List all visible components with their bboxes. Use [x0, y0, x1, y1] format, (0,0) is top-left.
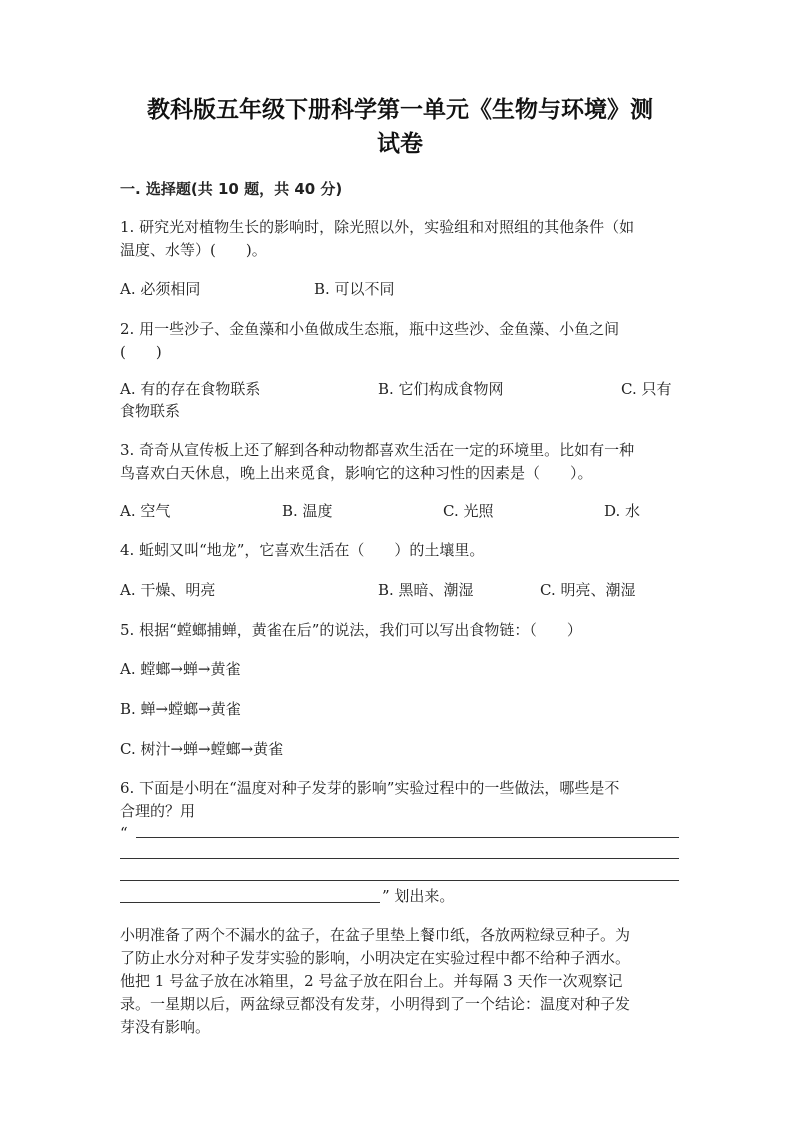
question-3-stem [120, 439, 680, 485]
question-3-line-2: 鸟喜欢白天休息，晚上出来觅食，影响它的这种习性的因素是（ ）。 [120, 464, 593, 482]
answer-line-4[interactable] [120, 902, 380, 903]
answer-close-text: ” 划出来。 [382, 887, 455, 905]
question-6-line-1: 6. 下面是小明在“温度对种子发芽的影响”实验过程中的一些做法，哪些是不 [120, 779, 620, 797]
answer-line-1[interactable] [136, 837, 679, 838]
question-5-option-b[interactable]: B. 蝉→螳螂→黄雀 [120, 700, 241, 718]
passage-line-3: 他把 1 号盆子放在冰箱里，2 号盆子放在阳台上。并每隔 3 天作一次观察记 [120, 972, 623, 990]
question-3-option-c[interactable]: C. 光照 [443, 502, 494, 520]
passage-line-1: 小明准备了两个不漏水的盆子，在盆子里垫上餐巾纸，各放两粒绿豆种子。为 [120, 926, 631, 944]
question-5-option-c[interactable]: C. 树汁→蝉→螳螂→黄雀 [120, 740, 284, 758]
passage-line-4: 录。一星期以后，两盆绿豆都没有发芽，小明得到了一个结论：温度对种子发 [120, 995, 631, 1013]
passage-line-5: 芽没有影响。 [120, 1018, 211, 1036]
question-2-option-c[interactable]: C. 只有 [621, 380, 672, 398]
section-heading: 一. 选择题(共 10 题，共 40 分) [120, 180, 343, 198]
question-3-option-d[interactable]: D. 水 [604, 502, 641, 520]
answer-line-2[interactable] [120, 858, 679, 859]
question-1-option-a[interactable]: A. 必须相同 [120, 280, 201, 298]
answer-open-quote: “ [120, 824, 128, 842]
question-2-option-a[interactable]: A. 有的存在食物联系 [120, 380, 261, 398]
question-2-option-c-continued: 食物联系 [120, 402, 181, 420]
question-4-option-a[interactable]: A. 干燥、明亮 [120, 581, 216, 599]
question-4-option-b[interactable]: B. 黑暗、潮湿 [378, 581, 474, 599]
page-title [120, 93, 680, 161]
question-6-passage [120, 924, 680, 1039]
question-2-line-2: ( ) [120, 343, 162, 361]
question-6-line-2: 合理的？用 [120, 802, 196, 820]
question-2-stem [120, 318, 680, 364]
question-1-line-2: 温度、水等）( )。 [120, 241, 267, 259]
question-2-line-1: 2. 用一些沙子、金鱼藻和小鱼做成生态瓶，瓶中这些沙、金鱼藻、小鱼之间 [120, 320, 620, 338]
passage-line-2: 了防止水分对种子发芽实验的影响，小明决定在实验过程中都不给种子洒水。 [120, 949, 631, 967]
answer-line-3[interactable] [120, 880, 679, 881]
question-5-stem: 5. 根据“螳螂捕蝉，黄雀在后”的说法，我们可以写出食物链：（ ） [120, 621, 582, 639]
question-3-option-a[interactable]: A. 空气 [120, 502, 171, 520]
question-1-stem [120, 216, 680, 262]
question-2-option-b[interactable]: B. 它们构成食物网 [378, 380, 504, 398]
title-line-1: 教科版五年级下册科学第一单元《生物与环境》测 [147, 97, 653, 123]
question-1-line-1: 1. 研究光对植物生长的影响时，除光照以外，实验组和对照组的其他条件（如 [120, 218, 635, 236]
question-5-option-a[interactable]: A. 螳螂→蝉→黄雀 [120, 660, 241, 678]
question-6-stem [120, 777, 680, 823]
question-1-option-b[interactable]: B. 可以不同 [314, 280, 395, 298]
question-4-stem: 4. 蚯蚓又叫“地龙”，它喜欢生活在（ ）的土壤里。 [120, 541, 485, 559]
question-3-line-1: 3. 奇奇从宣传板上还了解到各种动物都喜欢生活在一定的环境里。比如有一种 [120, 441, 635, 459]
question-3-option-b[interactable]: B. 温度 [282, 502, 333, 520]
title-line-2: 试卷 [377, 131, 423, 157]
question-4-option-c[interactable]: C. 明亮、潮湿 [540, 581, 636, 599]
